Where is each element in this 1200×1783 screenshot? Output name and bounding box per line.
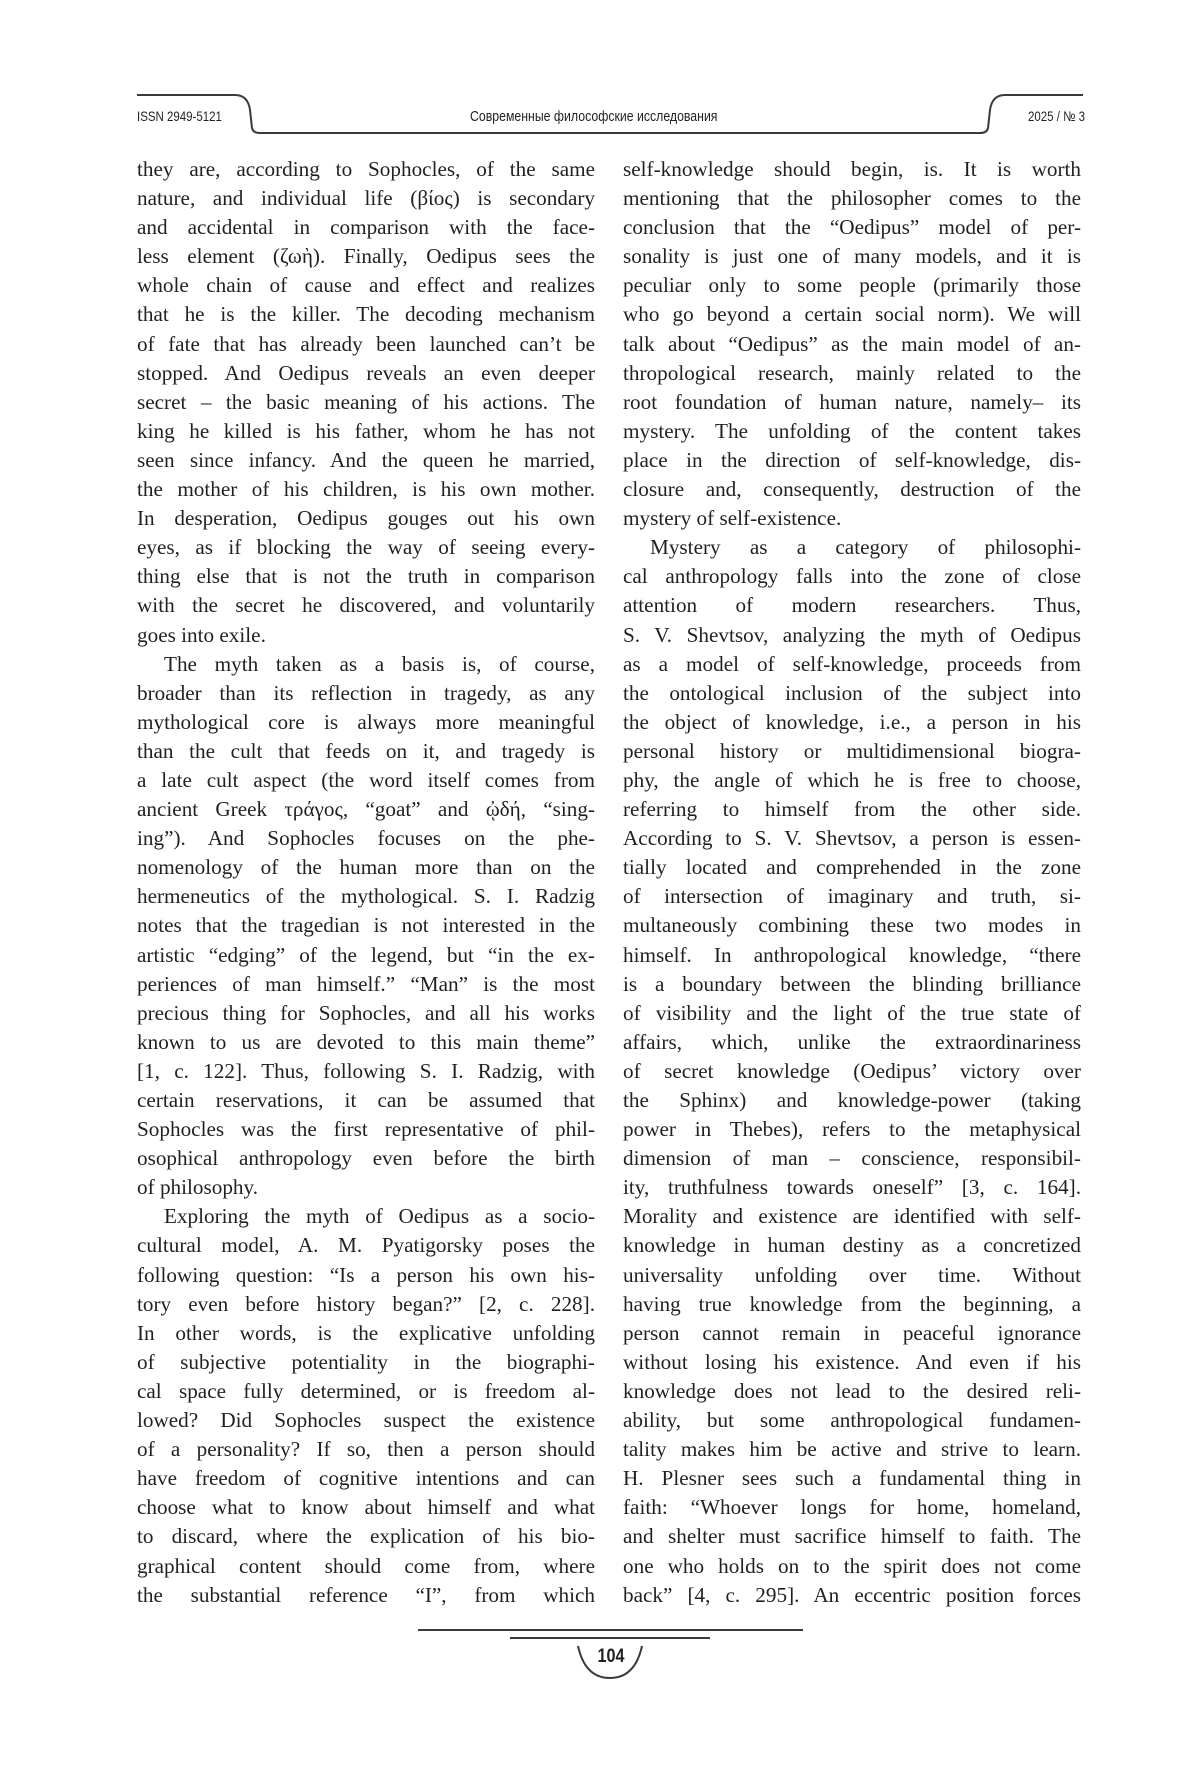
text-line: broader than its reflection in tragedy, as any — [137, 680, 595, 705]
text-line: following question: “Is a person his own his- — [137, 1262, 595, 1287]
text-line: precious thing for Sophocles, and all his works — [137, 1000, 595, 1025]
text-line: king he killed is his father, whom he has not — [137, 418, 595, 443]
text-line: phy, the angle of which he is free to choose, — [623, 767, 1081, 792]
text-line: thing else that is not the truth in comparison — [137, 564, 595, 589]
text-line: lowed? Did Sophocles suspect the existence — [137, 1408, 595, 1433]
text-line: and shelter must sacrifice himself to faith. The — [623, 1524, 1081, 1549]
text-line: Mystery as a category of philosophi- — [650, 535, 1081, 560]
text-line: the Sphinx) and knowledge-power (taking — [623, 1088, 1081, 1112]
page-footer — [0, 1600, 1200, 1720]
text-line: of a personality? If so, then a person should — [137, 1437, 595, 1462]
text-line: with the secret he discovered, and voluntarily — [137, 593, 595, 618]
text-line: ity, truthfulness towards oneself” [3, c. 164]. — [623, 1175, 1081, 1200]
text-line: eyes, as if blocking the way of seeing every- — [137, 535, 595, 560]
header-rule — [0, 0, 1200, 150]
text-line: universality unfolding over time. Without — [623, 1262, 1081, 1287]
text-line: of secret knowledge (Oedipus’ victory over — [623, 1058, 1081, 1083]
text-line: In other words, is the explicative unfolding — [137, 1320, 595, 1345]
running-header — [0, 0, 1200, 150]
text-line: person cannot remain in peaceful ignorance — [623, 1320, 1081, 1345]
text-line: periences of man himself.” “Man” is the most — [137, 971, 595, 996]
text-line: attention of modern researchers. Thus, — [623, 593, 1081, 618]
text-line: they are, according to Sophocles, of the same — [137, 157, 595, 181]
text-line: mystery. The unfolding of the content takes — [623, 418, 1081, 443]
text-line: personal history or multidimensional biogra- — [623, 738, 1081, 763]
text-line: cal anthropology falls into the zone of close — [623, 564, 1081, 589]
text-line: whole chain of cause and effect and realizes — [137, 273, 595, 298]
text-line: cultural model, A. M. Pyatigorsky poses the — [137, 1233, 595, 1258]
text-line: power in Thebes), refers to the metaphysical — [623, 1117, 1081, 1142]
text-line: nomenology of the human more than on the — [137, 855, 595, 880]
text-line: Sophocles was the first representative of phil- — [137, 1117, 595, 1142]
left-column — [137, 155, 595, 1610]
text-line: who go beyond a certain social norm). We will — [623, 302, 1081, 327]
text-line: mythological core is always more meaningful — [137, 709, 595, 734]
text-line: of fate that has already been launched can’t be — [137, 331, 595, 356]
text-line: place in the direction of self-knowledge, dis- — [623, 447, 1081, 472]
text-line: S. V. Shevtsov, analyzing the myth of Oedipus — [623, 622, 1081, 647]
issue-label: 2025 / № 3 — [1028, 108, 1086, 124]
text-line: as a model of self-knowledge, proceeds from — [623, 651, 1081, 676]
text-line: is a boundary between the blinding brilliance — [623, 971, 1081, 996]
text-line: the substantial reference “I”, from which — [137, 1582, 595, 1607]
text-line: of philosophy. — [137, 1175, 259, 1200]
text-line: dimension of man – conscience, responsibil- — [623, 1146, 1081, 1171]
text-line: of intersection of imaginary and truth, si- — [623, 884, 1081, 909]
text-line: hermeneutics of the mythological. S. I. Radzig — [137, 884, 595, 909]
text-line: knowledge does not lead to the desired reli- — [623, 1378, 1081, 1403]
text-line: seen since infancy. And the queen he married, — [137, 447, 595, 472]
text-line: self-knowledge should begin, is. It is worth — [623, 157, 1081, 181]
text-line: certain reservations, it can be assumed that — [137, 1088, 595, 1112]
text-line: [1, c. 122]. Thus, following S. I. Radzig, with — [137, 1058, 595, 1083]
text-line: ing”). And Sophocles focuses on the phe- — [137, 826, 595, 851]
text-line: secret – the basic meaning of his actions. The — [137, 389, 595, 414]
text-line: faith: “Whoever longs for home, homeland, — [623, 1495, 1081, 1520]
text-line: affairs, which, unlike the extraordinariness — [623, 1029, 1081, 1054]
text-line: than the cult that feeds on it, and tragedy is — [137, 738, 595, 763]
text-line: In desperation, Oedipus gouges out his own — [137, 506, 595, 531]
text-line: goes into exile. — [137, 622, 266, 647]
text-line: talk about “Oedipus” as the main model of an- — [623, 331, 1081, 356]
text-line: have freedom of cognitive intentions and can — [137, 1466, 595, 1491]
text-line: the ontological inclusion of the subject into — [623, 680, 1081, 705]
text-line: sonality is just one of many models, and it is — [623, 244, 1081, 269]
text-line: H. Plesner sees such a fundamental thing in — [623, 1466, 1081, 1491]
text-line: cal space fully determined, or is freedom al- — [137, 1378, 595, 1403]
text-line: to discard, where the explication of his bio- — [137, 1524, 595, 1549]
text-line: peculiar only to some people (primarily those — [623, 273, 1081, 298]
text-line: notes that the tragedian is not interested in the — [137, 913, 595, 938]
text-line: referring to himself from the other side. — [623, 797, 1081, 822]
text-line: artistic “edging” of the legend, but “in the ex- — [137, 942, 595, 967]
text-line: and accidental in comparison with the face- — [137, 215, 595, 240]
text-line: root foundation of human nature, namely– its — [623, 389, 1081, 414]
text-line: of subjective potentiality in the biographi- — [137, 1349, 595, 1374]
text-line: back” [4, c. 295]. An eccentric position forces — [623, 1582, 1081, 1607]
text-line: multaneously combining these two modes in — [623, 913, 1081, 938]
text-line: a late cult aspect (the word itself comes from — [137, 767, 595, 792]
text-line: osophical anthropology even before the birth — [137, 1146, 595, 1171]
text-line: Exploring the myth of Oedipus as a socio- — [164, 1204, 595, 1229]
text-line: thropological research, mainly related to the — [623, 360, 1081, 385]
text-line: According to S. V. Shevtsov, a person is essen- — [623, 826, 1081, 851]
text-line: of visibility and the light of the true state of — [623, 1000, 1081, 1025]
text-line: tially located and comprehended in the zone — [623, 855, 1081, 880]
text-line: less element (ζωὴ). Finally, Oedipus sees the — [137, 244, 595, 269]
page-number: 104 — [597, 1646, 625, 1667]
text-line: that he is the killer. The decoding mechanism — [137, 302, 595, 327]
text-line: ancient Greek τράγος, “goat” and ᾠδή, “sing- — [137, 797, 595, 822]
text-line: closure and, consequently, destruction of the — [623, 477, 1081, 502]
text-line: ability, but some anthropological fundamen- — [623, 1408, 1081, 1433]
text-line: graphical content should come from, where — [137, 1553, 595, 1578]
text-line: known to us are devoted to this main theme” — [137, 1029, 595, 1054]
issn-label: ISSN 2949-5121 — [137, 108, 222, 124]
text-line: himself. In anthropological knowledge, “there — [623, 942, 1081, 967]
journal-title: Современные философские исследования — [470, 108, 718, 125]
text-line: conclusion that the “Oedipus” model of per- — [623, 215, 1081, 240]
text-line: one who holds on to the spirit does not come — [623, 1553, 1081, 1578]
text-line: mystery of self-existence. — [623, 506, 842, 531]
text-line: nature, and individual life (βίος) is secondary — [137, 186, 595, 211]
text-line: tality makes him be active and strive to learn. — [623, 1437, 1081, 1462]
text-line: Morality and existence are identified with self- — [623, 1204, 1081, 1229]
text-line: knowledge in human destiny as a concretized — [623, 1233, 1081, 1258]
text-line: the object of knowledge, i.e., a person in his — [623, 709, 1081, 734]
right-column — [623, 155, 1081, 1610]
text-line: tory even before history began?” [2, c. 228]. — [137, 1291, 595, 1316]
text-line: without losing his existence. And even if his — [623, 1349, 1081, 1374]
text-line: choose what to know about himself and what — [137, 1495, 595, 1520]
text-line: mentioning that the philosopher comes to the — [623, 186, 1081, 211]
text-line: having true knowledge from the beginning, a — [623, 1291, 1081, 1316]
text-line: stopped. And Oedipus reveals an even deeper — [137, 360, 595, 385]
text-line: The myth taken as a basis is, of course, — [164, 651, 595, 676]
text-line: the mother of his children, is his own mother. — [137, 477, 595, 502]
